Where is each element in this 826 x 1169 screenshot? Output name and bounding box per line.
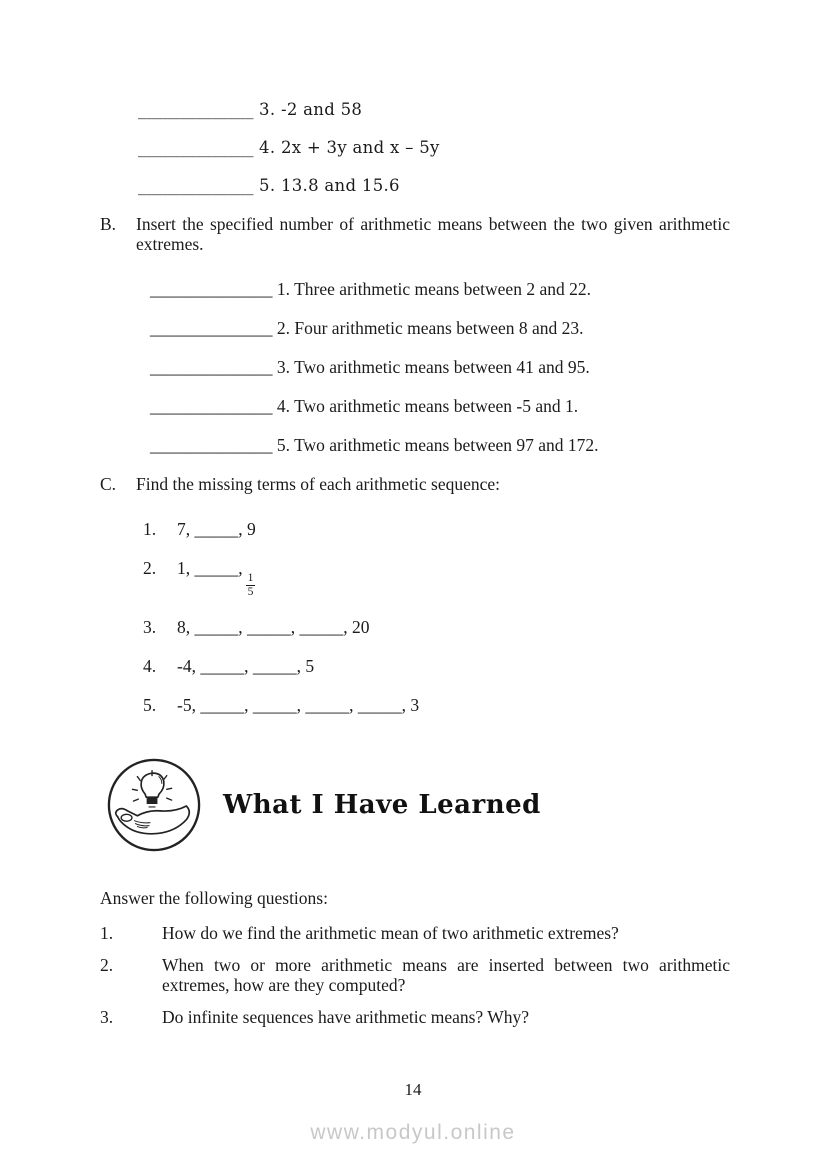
- section-b-items: [150, 279, 730, 455]
- item-number: 4.: [143, 656, 157, 677]
- item-number: 5.: [143, 695, 157, 716]
- question-number: 2.: [100, 955, 114, 976]
- watermark: www.modyul.online: [310, 1121, 516, 1144]
- question-number: 3.: [100, 1007, 114, 1028]
- sequence-line: [143, 694, 730, 716]
- item-number: 2.: [143, 558, 157, 578]
- answer-blank: ______________: [150, 435, 273, 455]
- exercise-line: [150, 396, 730, 416]
- exercise-line: [150, 318, 730, 338]
- item-number: 5.: [276, 435, 290, 455]
- question-number: 1.: [100, 923, 114, 944]
- question-text: When two or more arithmetic means are inserted between two arithmetic extremes, how are they computed?: [162, 955, 730, 996]
- question-row: [100, 923, 730, 943]
- fraction-denominator: 5: [247, 586, 254, 599]
- section-c-items: [143, 518, 730, 716]
- answer-blank: ______________: [150, 279, 273, 299]
- item-number: 3.: [143, 617, 157, 638]
- section-letter: B.: [100, 214, 117, 234]
- what-i-have-learned-header: [105, 756, 730, 854]
- sequence-line: [143, 616, 730, 638]
- section-letter: C.: [100, 474, 117, 494]
- question-text: Do infinite sequences have arithmetic means? Why?: [162, 1007, 530, 1028]
- exercise-line: [150, 279, 730, 299]
- sequence-text: 8, _____, _____, _____, 20: [177, 617, 370, 638]
- section-title: What I Have Learned: [223, 790, 541, 821]
- answer-blank: ______________: [150, 396, 273, 416]
- answer-blank: ______________: [138, 100, 254, 119]
- item-text: Two arithmetic means between 41 and 95.: [294, 357, 590, 377]
- item-number: 1.: [143, 519, 157, 539]
- item-number: 3.: [276, 357, 290, 377]
- item-text: 13.8 and 15.6: [280, 176, 400, 195]
- item-text: Two arithmetic means between 97 and 172.: [294, 435, 599, 455]
- answer-blank: ______________: [150, 318, 273, 338]
- item-number: 2.: [276, 318, 290, 338]
- section-a-items: [138, 100, 730, 195]
- item-text: Four arithmetic means between 8 and 23.: [294, 318, 584, 338]
- sequence-text: 7, _____, 9: [177, 519, 256, 539]
- section-b-instruction: Insert the specified number of arithmetic means between the two given arithmetic extremes.: [136, 214, 730, 254]
- page-number: 14: [404, 1080, 422, 1099]
- questions-intro: Answer the following questions:: [100, 888, 328, 909]
- item-number: 4.: [276, 396, 290, 416]
- sequence-text: [177, 557, 255, 599]
- item-text: Three arithmetic means between 2 and 22.: [294, 279, 591, 299]
- answer-blank: ______________: [138, 176, 254, 195]
- exercise-line: [150, 357, 730, 377]
- fraction: [246, 572, 256, 599]
- exercise-line: [138, 176, 730, 195]
- sequence-prefix: 1, _____,: [177, 558, 243, 578]
- answer-blank: ______________: [150, 357, 273, 377]
- section-c-header: [100, 474, 730, 494]
- section-b-header: [100, 214, 730, 254]
- question-row: [100, 955, 730, 995]
- item-text: 2x + 3y and x – 5y: [280, 138, 440, 157]
- section-c-instruction: Find the missing terms of each arithmetic sequence:: [136, 474, 500, 494]
- item-number: 4.: [259, 138, 276, 157]
- sequence-line: [143, 655, 730, 677]
- sequence-text: -4, _____, _____, 5: [177, 656, 315, 677]
- item-number: 1.: [276, 279, 290, 299]
- question-text: How do we find the arithmetic mean of two arithmetic extremes?: [162, 923, 619, 944]
- answer-blank: ______________: [138, 138, 254, 157]
- item-number: 5.: [259, 176, 276, 195]
- questions-list: [100, 923, 730, 1027]
- item-text: Two arithmetic means between -5 and 1.: [294, 396, 579, 416]
- sequence-line: [143, 557, 730, 599]
- exercise-line: [138, 138, 730, 157]
- sequence-text: -5, _____, _____, _____, _____, 3: [177, 695, 420, 716]
- fraction-numerator: 1: [246, 572, 256, 586]
- sequence-line: [143, 518, 730, 540]
- lightbulb-in-hand-icon: [105, 756, 203, 854]
- exercise-line: [138, 100, 730, 119]
- item-number: 3.: [259, 100, 276, 119]
- question-row: [100, 1007, 730, 1027]
- exercise-line: [150, 435, 730, 455]
- item-text: -2 and 58: [280, 100, 363, 119]
